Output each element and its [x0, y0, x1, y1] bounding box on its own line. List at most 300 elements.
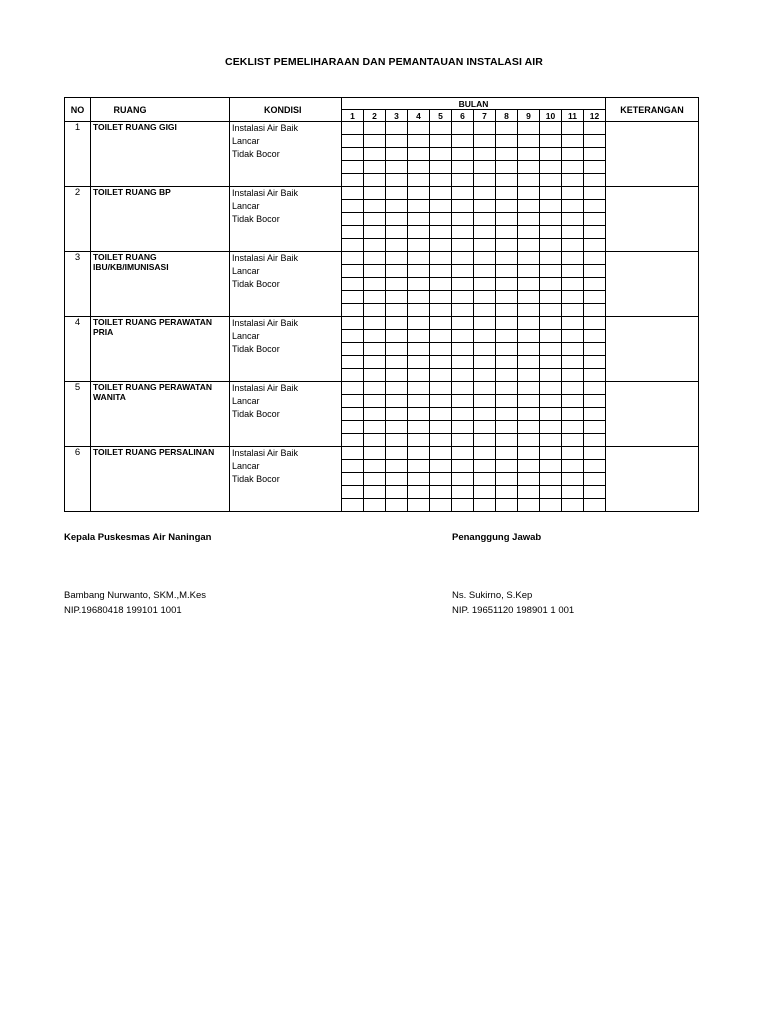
month-check-cell[interactable] — [342, 174, 364, 187]
month-check-cell[interactable] — [342, 447, 364, 460]
month-check-cell[interactable] — [452, 499, 474, 512]
month-check-cell[interactable] — [430, 278, 452, 291]
month-check-cell[interactable] — [452, 304, 474, 317]
month-check-cell[interactable] — [452, 187, 474, 200]
month-check-cell[interactable] — [496, 200, 518, 213]
month-check-cell[interactable] — [474, 278, 496, 291]
month-check-cell[interactable] — [342, 265, 364, 278]
month-check-cell[interactable] — [386, 382, 408, 395]
month-check-cell[interactable] — [386, 473, 408, 486]
month-check-cell[interactable] — [584, 148, 606, 161]
month-check-cell[interactable] — [430, 174, 452, 187]
month-check-cell[interactable] — [430, 356, 452, 369]
month-check-cell[interactable] — [540, 226, 562, 239]
month-check-cell[interactable] — [364, 473, 386, 486]
month-check-cell[interactable] — [496, 486, 518, 499]
month-check-cell[interactable] — [364, 265, 386, 278]
month-check-cell[interactable] — [342, 200, 364, 213]
month-check-cell[interactable] — [430, 317, 452, 330]
month-check-cell[interactable] — [408, 135, 430, 148]
month-check-cell[interactable] — [408, 460, 430, 473]
month-check-cell[interactable] — [386, 265, 408, 278]
month-check-cell[interactable] — [496, 421, 518, 434]
month-check-cell[interactable] — [474, 356, 496, 369]
month-check-cell[interactable] — [496, 213, 518, 226]
month-check-cell[interactable] — [364, 291, 386, 304]
keterangan-cell[interactable] — [606, 252, 699, 317]
month-check-cell[interactable] — [584, 369, 606, 382]
month-check-cell[interactable] — [496, 356, 518, 369]
month-check-cell[interactable] — [540, 330, 562, 343]
month-check-cell[interactable] — [452, 265, 474, 278]
month-check-cell[interactable] — [584, 317, 606, 330]
month-check-cell[interactable] — [364, 317, 386, 330]
month-check-cell[interactable] — [342, 213, 364, 226]
month-check-cell[interactable] — [386, 278, 408, 291]
month-check-cell[interactable] — [408, 213, 430, 226]
month-check-cell[interactable] — [452, 226, 474, 239]
month-check-cell[interactable] — [342, 239, 364, 252]
month-check-cell[interactable] — [342, 161, 364, 174]
month-check-cell[interactable] — [496, 278, 518, 291]
month-check-cell[interactable] — [452, 174, 474, 187]
month-check-cell[interactable] — [474, 434, 496, 447]
month-check-cell[interactable] — [518, 382, 540, 395]
month-check-cell[interactable] — [584, 408, 606, 421]
month-check-cell[interactable] — [540, 161, 562, 174]
month-check-cell[interactable] — [518, 486, 540, 499]
keterangan-cell[interactable] — [606, 447, 699, 512]
month-check-cell[interactable] — [562, 473, 584, 486]
month-check-cell[interactable] — [562, 174, 584, 187]
month-check-cell[interactable] — [452, 278, 474, 291]
month-check-cell[interactable] — [518, 330, 540, 343]
month-check-cell[interactable] — [386, 161, 408, 174]
keterangan-cell[interactable] — [606, 382, 699, 447]
month-check-cell[interactable] — [430, 421, 452, 434]
month-check-cell[interactable] — [386, 174, 408, 187]
month-check-cell[interactable] — [342, 369, 364, 382]
month-check-cell[interactable] — [496, 330, 518, 343]
month-check-cell[interactable] — [408, 330, 430, 343]
month-check-cell[interactable] — [518, 369, 540, 382]
month-check-cell[interactable] — [562, 252, 584, 265]
month-check-cell[interactable] — [584, 330, 606, 343]
month-check-cell[interactable] — [584, 252, 606, 265]
month-check-cell[interactable] — [474, 174, 496, 187]
month-check-cell[interactable] — [496, 447, 518, 460]
month-check-cell[interactable] — [408, 252, 430, 265]
month-check-cell[interactable] — [408, 304, 430, 317]
month-check-cell[interactable] — [518, 213, 540, 226]
month-check-cell[interactable] — [342, 382, 364, 395]
keterangan-cell[interactable] — [606, 187, 699, 252]
month-check-cell[interactable] — [342, 291, 364, 304]
month-check-cell[interactable] — [518, 421, 540, 434]
month-check-cell[interactable] — [342, 395, 364, 408]
month-check-cell[interactable] — [430, 122, 452, 135]
month-check-cell[interactable] — [562, 395, 584, 408]
month-check-cell[interactable] — [562, 434, 584, 447]
month-check-cell[interactable] — [408, 174, 430, 187]
month-check-cell[interactable] — [584, 447, 606, 460]
month-check-cell[interactable] — [562, 122, 584, 135]
month-check-cell[interactable] — [474, 122, 496, 135]
month-check-cell[interactable] — [518, 395, 540, 408]
month-check-cell[interactable] — [562, 343, 584, 356]
month-check-cell[interactable] — [584, 226, 606, 239]
month-check-cell[interactable] — [540, 382, 562, 395]
month-check-cell[interactable] — [518, 122, 540, 135]
month-check-cell[interactable] — [408, 187, 430, 200]
month-check-cell[interactable] — [496, 265, 518, 278]
month-check-cell[interactable] — [474, 213, 496, 226]
month-check-cell[interactable] — [430, 408, 452, 421]
month-check-cell[interactable] — [474, 486, 496, 499]
month-check-cell[interactable] — [474, 343, 496, 356]
month-check-cell[interactable] — [562, 213, 584, 226]
month-check-cell[interactable] — [430, 200, 452, 213]
month-check-cell[interactable] — [408, 291, 430, 304]
month-check-cell[interactable] — [430, 148, 452, 161]
month-check-cell[interactable] — [408, 499, 430, 512]
month-check-cell[interactable] — [342, 317, 364, 330]
month-check-cell[interactable] — [364, 122, 386, 135]
month-check-cell[interactable] — [540, 239, 562, 252]
month-check-cell[interactable] — [386, 122, 408, 135]
month-check-cell[interactable] — [474, 473, 496, 486]
month-check-cell[interactable] — [562, 239, 584, 252]
month-check-cell[interactable] — [364, 187, 386, 200]
month-check-cell[interactable] — [408, 265, 430, 278]
month-check-cell[interactable] — [386, 200, 408, 213]
month-check-cell[interactable] — [584, 434, 606, 447]
month-check-cell[interactable] — [386, 330, 408, 343]
month-check-cell[interactable] — [562, 447, 584, 460]
month-check-cell[interactable] — [430, 252, 452, 265]
month-check-cell[interactable] — [364, 343, 386, 356]
month-check-cell[interactable] — [518, 460, 540, 473]
month-check-cell[interactable] — [364, 135, 386, 148]
month-check-cell[interactable] — [562, 304, 584, 317]
month-check-cell[interactable] — [452, 369, 474, 382]
month-check-cell[interactable] — [430, 434, 452, 447]
month-check-cell[interactable] — [474, 499, 496, 512]
month-check-cell[interactable] — [584, 265, 606, 278]
month-check-cell[interactable] — [386, 148, 408, 161]
month-check-cell[interactable] — [584, 343, 606, 356]
month-check-cell[interactable] — [540, 369, 562, 382]
month-check-cell[interactable] — [452, 122, 474, 135]
month-check-cell[interactable] — [562, 486, 584, 499]
month-check-cell[interactable] — [342, 343, 364, 356]
month-check-cell[interactable] — [584, 291, 606, 304]
month-check-cell[interactable] — [518, 343, 540, 356]
month-check-cell[interactable] — [364, 460, 386, 473]
month-check-cell[interactable] — [430, 369, 452, 382]
month-check-cell[interactable] — [364, 239, 386, 252]
month-check-cell[interactable] — [562, 369, 584, 382]
month-check-cell[interactable] — [342, 499, 364, 512]
month-check-cell[interactable] — [386, 369, 408, 382]
month-check-cell[interactable] — [430, 343, 452, 356]
month-check-cell[interactable] — [540, 265, 562, 278]
month-check-cell[interactable] — [386, 447, 408, 460]
month-check-cell[interactable] — [474, 200, 496, 213]
month-check-cell[interactable] — [474, 161, 496, 174]
month-check-cell[interactable] — [386, 213, 408, 226]
month-check-cell[interactable] — [342, 434, 364, 447]
month-check-cell[interactable] — [452, 395, 474, 408]
month-check-cell[interactable] — [518, 408, 540, 421]
month-check-cell[interactable] — [342, 356, 364, 369]
month-check-cell[interactable] — [496, 343, 518, 356]
month-check-cell[interactable] — [408, 434, 430, 447]
month-check-cell[interactable] — [540, 499, 562, 512]
month-check-cell[interactable] — [518, 226, 540, 239]
month-check-cell[interactable] — [540, 252, 562, 265]
month-check-cell[interactable] — [386, 486, 408, 499]
month-check-cell[interactable] — [408, 447, 430, 460]
month-check-cell[interactable] — [540, 447, 562, 460]
month-check-cell[interactable] — [562, 499, 584, 512]
month-check-cell[interactable] — [342, 278, 364, 291]
month-check-cell[interactable] — [474, 421, 496, 434]
month-check-cell[interactable] — [474, 226, 496, 239]
month-check-cell[interactable] — [430, 187, 452, 200]
month-check-cell[interactable] — [584, 304, 606, 317]
month-check-cell[interactable] — [540, 356, 562, 369]
month-check-cell[interactable] — [430, 161, 452, 174]
month-check-cell[interactable] — [364, 226, 386, 239]
month-check-cell[interactable] — [364, 382, 386, 395]
month-check-cell[interactable] — [452, 200, 474, 213]
month-check-cell[interactable] — [364, 499, 386, 512]
month-check-cell[interactable] — [474, 148, 496, 161]
month-check-cell[interactable] — [584, 460, 606, 473]
month-check-cell[interactable] — [540, 187, 562, 200]
month-check-cell[interactable] — [386, 421, 408, 434]
month-check-cell[interactable] — [452, 421, 474, 434]
month-check-cell[interactable] — [540, 395, 562, 408]
month-check-cell[interactable] — [496, 161, 518, 174]
month-check-cell[interactable] — [364, 395, 386, 408]
month-check-cell[interactable] — [518, 200, 540, 213]
month-check-cell[interactable] — [408, 369, 430, 382]
month-check-cell[interactable] — [452, 408, 474, 421]
month-check-cell[interactable] — [364, 447, 386, 460]
month-check-cell[interactable] — [496, 382, 518, 395]
month-check-cell[interactable] — [408, 356, 430, 369]
month-check-cell[interactable] — [540, 148, 562, 161]
month-check-cell[interactable] — [386, 135, 408, 148]
month-check-cell[interactable] — [518, 356, 540, 369]
month-check-cell[interactable] — [562, 200, 584, 213]
month-check-cell[interactable] — [496, 291, 518, 304]
month-check-cell[interactable] — [584, 356, 606, 369]
month-check-cell[interactable] — [584, 382, 606, 395]
month-check-cell[interactable] — [452, 135, 474, 148]
month-check-cell[interactable] — [496, 473, 518, 486]
month-check-cell[interactable] — [474, 330, 496, 343]
month-check-cell[interactable] — [408, 122, 430, 135]
month-check-cell[interactable] — [496, 135, 518, 148]
month-check-cell[interactable] — [584, 486, 606, 499]
month-check-cell[interactable] — [430, 486, 452, 499]
month-check-cell[interactable] — [342, 252, 364, 265]
month-check-cell[interactable] — [408, 408, 430, 421]
month-check-cell[interactable] — [584, 278, 606, 291]
month-check-cell[interactable] — [452, 291, 474, 304]
month-check-cell[interactable] — [562, 382, 584, 395]
month-check-cell[interactable] — [518, 135, 540, 148]
month-check-cell[interactable] — [408, 161, 430, 174]
month-check-cell[interactable] — [562, 278, 584, 291]
month-check-cell[interactable] — [562, 330, 584, 343]
month-check-cell[interactable] — [562, 265, 584, 278]
month-check-cell[interactable] — [452, 382, 474, 395]
month-check-cell[interactable] — [430, 395, 452, 408]
month-check-cell[interactable] — [518, 434, 540, 447]
month-check-cell[interactable] — [518, 317, 540, 330]
month-check-cell[interactable] — [540, 421, 562, 434]
month-check-cell[interactable] — [342, 460, 364, 473]
month-check-cell[interactable] — [474, 460, 496, 473]
month-check-cell[interactable] — [408, 200, 430, 213]
month-check-cell[interactable] — [518, 291, 540, 304]
month-check-cell[interactable] — [474, 291, 496, 304]
month-check-cell[interactable] — [452, 460, 474, 473]
month-check-cell[interactable] — [430, 239, 452, 252]
keterangan-cell[interactable] — [606, 122, 699, 187]
month-check-cell[interactable] — [342, 135, 364, 148]
month-check-cell[interactable] — [584, 174, 606, 187]
month-check-cell[interactable] — [364, 434, 386, 447]
keterangan-cell[interactable] — [606, 317, 699, 382]
month-check-cell[interactable] — [518, 304, 540, 317]
month-check-cell[interactable] — [474, 187, 496, 200]
month-check-cell[interactable] — [540, 343, 562, 356]
month-check-cell[interactable] — [540, 135, 562, 148]
month-check-cell[interactable] — [408, 473, 430, 486]
month-check-cell[interactable] — [430, 291, 452, 304]
month-check-cell[interactable] — [364, 174, 386, 187]
month-check-cell[interactable] — [430, 460, 452, 473]
month-check-cell[interactable] — [540, 174, 562, 187]
month-check-cell[interactable] — [386, 408, 408, 421]
month-check-cell[interactable] — [540, 122, 562, 135]
month-check-cell[interactable] — [540, 304, 562, 317]
month-check-cell[interactable] — [364, 304, 386, 317]
month-check-cell[interactable] — [452, 239, 474, 252]
month-check-cell[interactable] — [540, 200, 562, 213]
month-check-cell[interactable] — [430, 265, 452, 278]
month-check-cell[interactable] — [408, 278, 430, 291]
month-check-cell[interactable] — [430, 499, 452, 512]
month-check-cell[interactable] — [364, 330, 386, 343]
month-check-cell[interactable] — [386, 226, 408, 239]
month-check-cell[interactable] — [540, 317, 562, 330]
month-check-cell[interactable] — [342, 226, 364, 239]
month-check-cell[interactable] — [518, 239, 540, 252]
month-check-cell[interactable] — [496, 408, 518, 421]
month-check-cell[interactable] — [386, 252, 408, 265]
month-check-cell[interactable] — [540, 213, 562, 226]
month-check-cell[interactable] — [562, 460, 584, 473]
month-check-cell[interactable] — [518, 473, 540, 486]
month-check-cell[interactable] — [496, 369, 518, 382]
month-check-cell[interactable] — [430, 304, 452, 317]
month-check-cell[interactable] — [584, 239, 606, 252]
month-check-cell[interactable] — [364, 278, 386, 291]
month-check-cell[interactable] — [430, 226, 452, 239]
month-check-cell[interactable] — [342, 486, 364, 499]
month-check-cell[interactable] — [540, 460, 562, 473]
month-check-cell[interactable] — [540, 486, 562, 499]
month-check-cell[interactable] — [584, 499, 606, 512]
month-check-cell[interactable] — [452, 447, 474, 460]
month-check-cell[interactable] — [408, 421, 430, 434]
month-check-cell[interactable] — [518, 174, 540, 187]
month-check-cell[interactable] — [364, 252, 386, 265]
month-check-cell[interactable] — [584, 473, 606, 486]
month-check-cell[interactable] — [386, 304, 408, 317]
month-check-cell[interactable] — [474, 252, 496, 265]
month-check-cell[interactable] — [474, 239, 496, 252]
month-check-cell[interactable] — [364, 486, 386, 499]
month-check-cell[interactable] — [562, 187, 584, 200]
month-check-cell[interactable] — [364, 213, 386, 226]
month-check-cell[interactable] — [408, 486, 430, 499]
month-check-cell[interactable] — [452, 148, 474, 161]
month-check-cell[interactable] — [474, 447, 496, 460]
month-check-cell[interactable] — [518, 499, 540, 512]
month-check-cell[interactable] — [584, 395, 606, 408]
month-check-cell[interactable] — [540, 291, 562, 304]
month-check-cell[interactable] — [452, 486, 474, 499]
month-check-cell[interactable] — [430, 447, 452, 460]
month-check-cell[interactable] — [386, 460, 408, 473]
month-check-cell[interactable] — [430, 473, 452, 486]
month-check-cell[interactable] — [386, 356, 408, 369]
month-check-cell[interactable] — [452, 434, 474, 447]
month-check-cell[interactable] — [584, 213, 606, 226]
month-check-cell[interactable] — [474, 408, 496, 421]
month-check-cell[interactable] — [562, 161, 584, 174]
month-check-cell[interactable] — [364, 161, 386, 174]
month-check-cell[interactable] — [518, 252, 540, 265]
month-check-cell[interactable] — [540, 408, 562, 421]
month-check-cell[interactable] — [562, 421, 584, 434]
month-check-cell[interactable] — [496, 174, 518, 187]
month-check-cell[interactable] — [452, 317, 474, 330]
month-check-cell[interactable] — [408, 343, 430, 356]
month-check-cell[interactable] — [342, 148, 364, 161]
month-check-cell[interactable] — [408, 382, 430, 395]
month-check-cell[interactable] — [474, 369, 496, 382]
month-check-cell[interactable] — [540, 278, 562, 291]
month-check-cell[interactable] — [386, 343, 408, 356]
month-check-cell[interactable] — [496, 434, 518, 447]
month-check-cell[interactable] — [474, 382, 496, 395]
month-check-cell[interactable] — [518, 278, 540, 291]
month-check-cell[interactable] — [562, 291, 584, 304]
month-check-cell[interactable] — [518, 148, 540, 161]
month-check-cell[interactable] — [452, 213, 474, 226]
month-check-cell[interactable] — [342, 122, 364, 135]
month-check-cell[interactable] — [496, 304, 518, 317]
month-check-cell[interactable] — [386, 499, 408, 512]
